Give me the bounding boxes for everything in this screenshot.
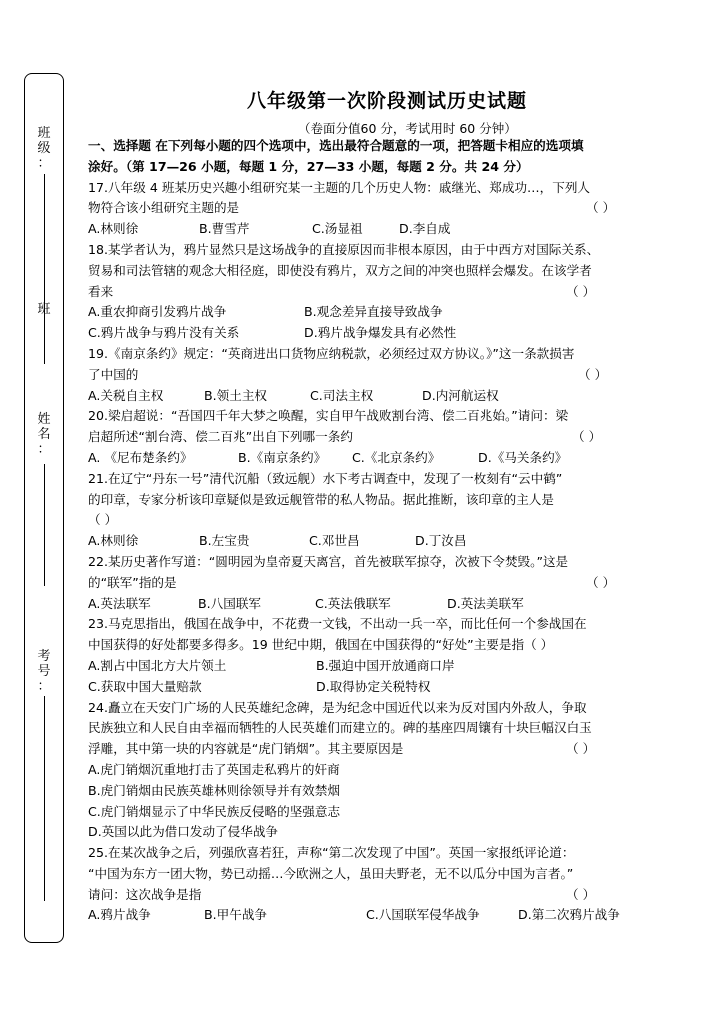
name-label: 姓 名 ： <box>37 412 51 457</box>
q22-option-a[interactable]: A.英法联军 <box>88 595 151 611</box>
section-instruction-line1: 一、选择题 在下列每小题的四个选项中，选出最符合题意的一项，把答题卡相应的选项填 <box>88 138 584 153</box>
q23-stem-line2: 中国获得的好处都要多得多。19 世纪中期，俄国在中国获得的“好处”主要是指（ ） <box>88 637 554 653</box>
q17-stem-line2 <box>88 198 650 219</box>
q25-option-c[interactable]: C.八国联军侵华战争 <box>366 907 480 923</box>
q20-option-a[interactable]: A. 《尼布楚条约》 <box>88 449 193 465</box>
q18-option-a[interactable]: A.重农抑商引发鸦片战争 <box>88 304 227 320</box>
q20-answer-paren[interactable]: （ ） <box>572 429 602 445</box>
q24-option-a[interactable]: A.虎门销烟沉重地打击了英国走私鸦片的奸商 <box>88 761 340 777</box>
q24-option-d[interactable]: D.英国以此为借口发动了侵华战争 <box>88 824 279 840</box>
page-title: 八年级第一次阶段测试历史试题 <box>246 90 527 112</box>
q22-answer-paren[interactable]: （ ） <box>586 574 616 590</box>
q17-option-c[interactable]: C.汤显祖 <box>312 221 363 237</box>
q25-stem-line1: 25.在某次战争之后，列强欣喜若狂，声称“第二次发现了中国”。英国一家报纸评论道： <box>88 845 575 861</box>
student-info-sidebar <box>24 73 64 943</box>
section-instruction-line2: 涂好。（第 17—26 小题，每题 1 分，27—33 小题，每题 2 分。共 24 分） <box>88 158 529 174</box>
q17-option-d[interactable]: D.李自成 <box>399 221 451 237</box>
q22-option-c[interactable]: C.英法俄联军 <box>315 595 391 611</box>
q23-option-a[interactable]: A.割占中国北方大片领土 <box>88 657 227 673</box>
q18-stem-line2: 贸易和司法管辖的观念大相径庭，即使没有鸦片，双方之间的冲突也照样会爆发。在该学者 <box>88 262 592 278</box>
q23-options-row1 <box>88 656 650 677</box>
q22-option-b[interactable]: B.八国联军 <box>198 595 262 611</box>
q20-stem-line1: 20.梁启超说：“吾国四千年大梦之唤醒，实自甲午战败割台湾、偿二百兆始。”请问：梁 <box>88 408 569 424</box>
q18-options-row2 <box>88 323 650 344</box>
q23-options-row2 <box>88 677 650 698</box>
exam-content <box>88 136 650 926</box>
q19-option-a[interactable]: A.关税自主权 <box>88 387 164 403</box>
q19-stem-line2 <box>88 365 650 386</box>
q21-option-a[interactable]: A.林则徐 <box>88 533 139 549</box>
q18-stem-line3 <box>88 282 650 303</box>
q19-answer-paren[interactable]: （ ） <box>578 366 608 382</box>
q25-answer-paren[interactable]: （ ） <box>566 886 596 902</box>
q21-answer-paren[interactable]: （ ） <box>88 512 118 528</box>
q24-stem-line2: 民族独立和人民自由幸福而牺牲的人民英雄们而建立的。碑的基座四周镶有十块巨幅汉白玉 <box>88 720 592 736</box>
q19-option-c[interactable]: C.司法主权 <box>310 387 374 403</box>
q25-stem-text: 请问：这次战争是指 <box>88 886 202 902</box>
q22-option-d[interactable]: D.英法美联军 <box>447 595 524 611</box>
q24-option-b[interactable]: B.虎门销烟由民族英雄林则徐领导并有效禁烟 <box>88 782 340 798</box>
q19-stem-text: 了中国的 <box>88 366 139 382</box>
q18-options-row1 <box>88 302 650 323</box>
q20-option-d[interactable]: D.《马关条约》 <box>478 449 568 465</box>
exam-info: （卷面分值60 分，考试用时 60 分钟） <box>298 121 517 136</box>
q20-stem-text: 启超所述“割台湾、偿二百兆”出自下列哪一条约 <box>88 429 353 445</box>
q21-stem-line2: 的印章，专家分析该印章疑似是致远舰管带的私人物品。据此推断，该印章的主人是 <box>88 491 554 507</box>
q22-stem-text: 的“联军”指的是 <box>88 574 177 590</box>
q25-option-a[interactable]: A.鸦片战争 <box>88 907 151 923</box>
class-label: 班 级 ： <box>37 126 51 171</box>
number-field-line[interactable] <box>44 696 45 901</box>
q19-option-d[interactable]: D.内河航运权 <box>422 387 499 403</box>
q25-options <box>88 905 650 926</box>
q18-option-d[interactable]: D.鸦片战争爆发具有必然性 <box>304 325 457 341</box>
q24-option-c[interactable]: C.虎门销烟显示了中华民族反侵略的坚强意志 <box>88 803 341 819</box>
q25-stem-line3 <box>88 885 650 906</box>
q22-stem-line2 <box>88 573 650 594</box>
number-label: 考 号 ： <box>37 649 51 694</box>
q24-answer-paren[interactable]: （ ） <box>566 741 596 757</box>
q21-stem-line1: 21.在辽宁“丹东一号”清代沉船（致远舰）水下考古调查中，发现了一枚刻有“云中鹤” <box>88 470 563 486</box>
q24-stem-line3 <box>88 739 650 760</box>
q21-option-b[interactable]: B.左宝贵 <box>199 533 250 549</box>
q17-answer-paren[interactable]: （ ） <box>586 200 616 216</box>
q17-option-b[interactable]: B.曹雪芹 <box>199 221 250 237</box>
q25-option-b[interactable]: B.甲午战争 <box>204 907 268 923</box>
q24-stem-line1: 24.矗立在天安门广场的人民英雄纪念碑，是为纪念中国近代以来为反对国内外敌人，争取 <box>88 699 587 715</box>
q20-option-c[interactable]: C.《北京条约》 <box>352 449 441 465</box>
name-field-line[interactable] <box>44 464 45 586</box>
q21-option-c[interactable]: C.邓世昌 <box>309 533 360 549</box>
q18-option-b[interactable]: B.观念差异直接导致战争 <box>304 304 443 320</box>
q23-option-c[interactable]: C.获取中国大量赔款 <box>88 678 202 694</box>
class-field-line[interactable] <box>44 174 45 364</box>
q20-option-b[interactable]: B.《南京条约》 <box>238 449 327 465</box>
q23-option-b[interactable]: B.强迫中国开放通商口岸 <box>316 657 455 673</box>
q17-options <box>88 219 650 240</box>
q23-option-d[interactable]: D.取得协定关税特权 <box>316 678 431 694</box>
q19-stem-line1: 19.《南京条约》规定：“英商进出口货物应纳税款，必须经过双方协议。》”这一条款损害 <box>88 345 575 361</box>
q17-option-a[interactable]: A.林则徐 <box>88 221 139 237</box>
q20-stem-line2 <box>88 427 650 448</box>
q25-option-d[interactable]: D.第二次鸦片战争 <box>518 907 620 923</box>
q19-option-b[interactable]: B.领土主权 <box>204 387 268 403</box>
q20-options <box>88 448 650 469</box>
q21-option-d[interactable]: D.丁汝昌 <box>415 533 467 549</box>
q18-option-c[interactable]: C.鸦片战争与鸦片没有关系 <box>88 325 240 341</box>
q18-stem-line1: 18.某学者认为，鸦片显然只是这场战争的直接原因而非根本原因，由于中西方对国际关系、 <box>88 241 600 257</box>
q25-stem-line2: “中国为东方一团大物，势已动摇…今欧洲之人，虽田夫野老，无不以瓜分中国为言者。” <box>88 865 574 881</box>
q22-options <box>88 594 650 615</box>
q23-stem-line1: 23.马克思指出，俄国在战争中，不花费一文钱，不出动一兵一卒，而比任何一个参战国在 <box>88 616 587 632</box>
q19-options <box>88 386 650 407</box>
q17-stem-text: 物符合该小组研究主题的是 <box>88 200 240 216</box>
q24-stem-text: 浮雕，其中第一块的内容就是“虎门销烟”。其主要原因是 <box>88 741 404 757</box>
q22-stem-line1: 22.某历史著作写道：“圆明园为皇帝夏天离宫，首先被联军掠夺，次被下令焚毁。”这是 <box>88 553 569 569</box>
q18-stem-text: 看来 <box>88 283 114 299</box>
q18-answer-paren[interactable]: （ ） <box>566 283 596 299</box>
q17-stem-line1: 17.八年级 4 班某历史兴趣小组研究某一主题的几个历史人物：戚继光、郑成功…，下列人 <box>88 179 591 195</box>
q21-options <box>88 531 650 552</box>
ban-label: 班 <box>37 302 51 317</box>
